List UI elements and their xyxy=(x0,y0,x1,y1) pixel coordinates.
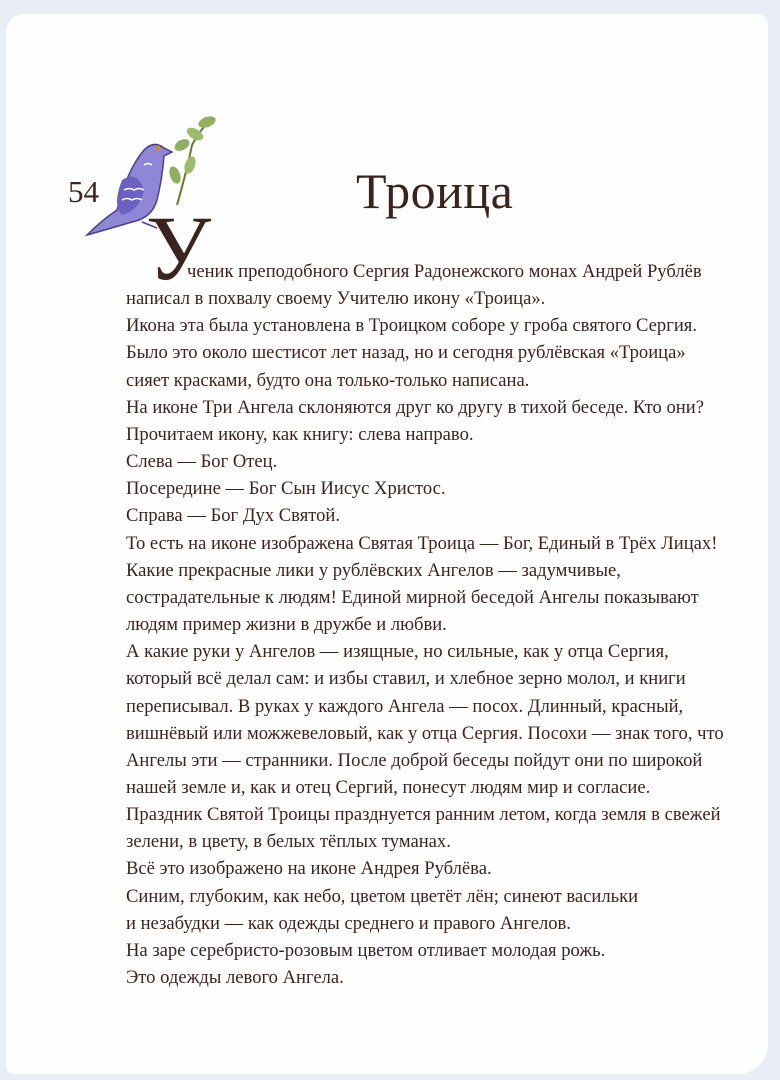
text-line: Ангелы эти — странники. После доброй беседы пойдут они по широкой xyxy=(126,749,703,771)
text-line: На заре серебристо-розовым цветом отливает молодая рожь. xyxy=(126,939,606,961)
text-line: который всё делал сам: и избы ставил, и хлебное зерно молол, и книги xyxy=(126,668,686,690)
text-line: переписывал. В руках у каждого Ангела — посох. Длинный, красный, xyxy=(126,695,684,717)
text-line: Праздник Святой Троицы празднуется ранним летом, когда земля в свежей xyxy=(126,804,721,826)
text-line: Синим, глубоким, как небо, цветом цветёт лён; синеют васильки xyxy=(126,885,639,907)
text-line: людям пример жизни в дружбе и любви. xyxy=(126,614,447,636)
drop-cap: У xyxy=(146,197,212,299)
text-line: и незабудки — как одежды среднего и правого Ангелов. xyxy=(126,912,571,934)
page-number: 54 xyxy=(68,174,99,209)
text-line: зелени, в цвету, в белых тёплых туманах. xyxy=(126,831,451,853)
text-line: Прочитаем икону, как книгу: слева направо. xyxy=(126,423,474,445)
text-line: нашей земле и, как и отец Сергий, понесут людям мир и согласие. xyxy=(126,776,651,798)
text-line: Какие прекрасные лики у рублёвских Ангелов — задумчивые, xyxy=(126,559,621,581)
text-line: Это одежды левого Ангела. xyxy=(126,967,344,989)
text-line: ченик преподобного Сергия Радонежского монах Андрей Рублёв xyxy=(187,261,702,282)
text-line: вишнёвый или можжевеловый, как у отца Сергия. Посохи — знак того, что xyxy=(126,722,724,744)
page-title: Троица xyxy=(356,163,514,219)
text-line: Посередине — Бог Сын Иисус Христос. xyxy=(126,478,446,500)
text-line: На иконе Три Ангела склоняются друг ко другу в тихой беседе. Кто они? xyxy=(126,396,704,418)
text-line: Всё это изображено на иконе Андрея Рублёва. xyxy=(126,858,492,880)
text-line: То есть на иконе изображена Святая Троица — Бог, Единый в Трёх Лицах! xyxy=(126,532,718,554)
text-line: сияет красками, будто она только-только написана. xyxy=(126,369,530,391)
text-line: Икона эта была установлена в Троицком соборе у гроба святого Сергия. xyxy=(126,315,697,337)
text-line: сострадательные к людям! Единой мирной беседой Ангелы показывают xyxy=(126,586,699,608)
text-line: А какие руки у Ангелов — изящные, но сильные, как у отца Сергия, xyxy=(126,641,669,663)
body-text xyxy=(126,258,724,991)
text-line: Справа — Бог Дух Святой. xyxy=(126,505,341,527)
text-line: написал в похвалу своему Учителю икону «Троица». xyxy=(126,288,546,310)
text-line: Слева — Бог Отец. xyxy=(126,451,278,473)
book-page xyxy=(6,14,768,1074)
text-line: Было это около шестисот лет назад, но и сегодня рублёвская «Троица» xyxy=(126,342,686,364)
